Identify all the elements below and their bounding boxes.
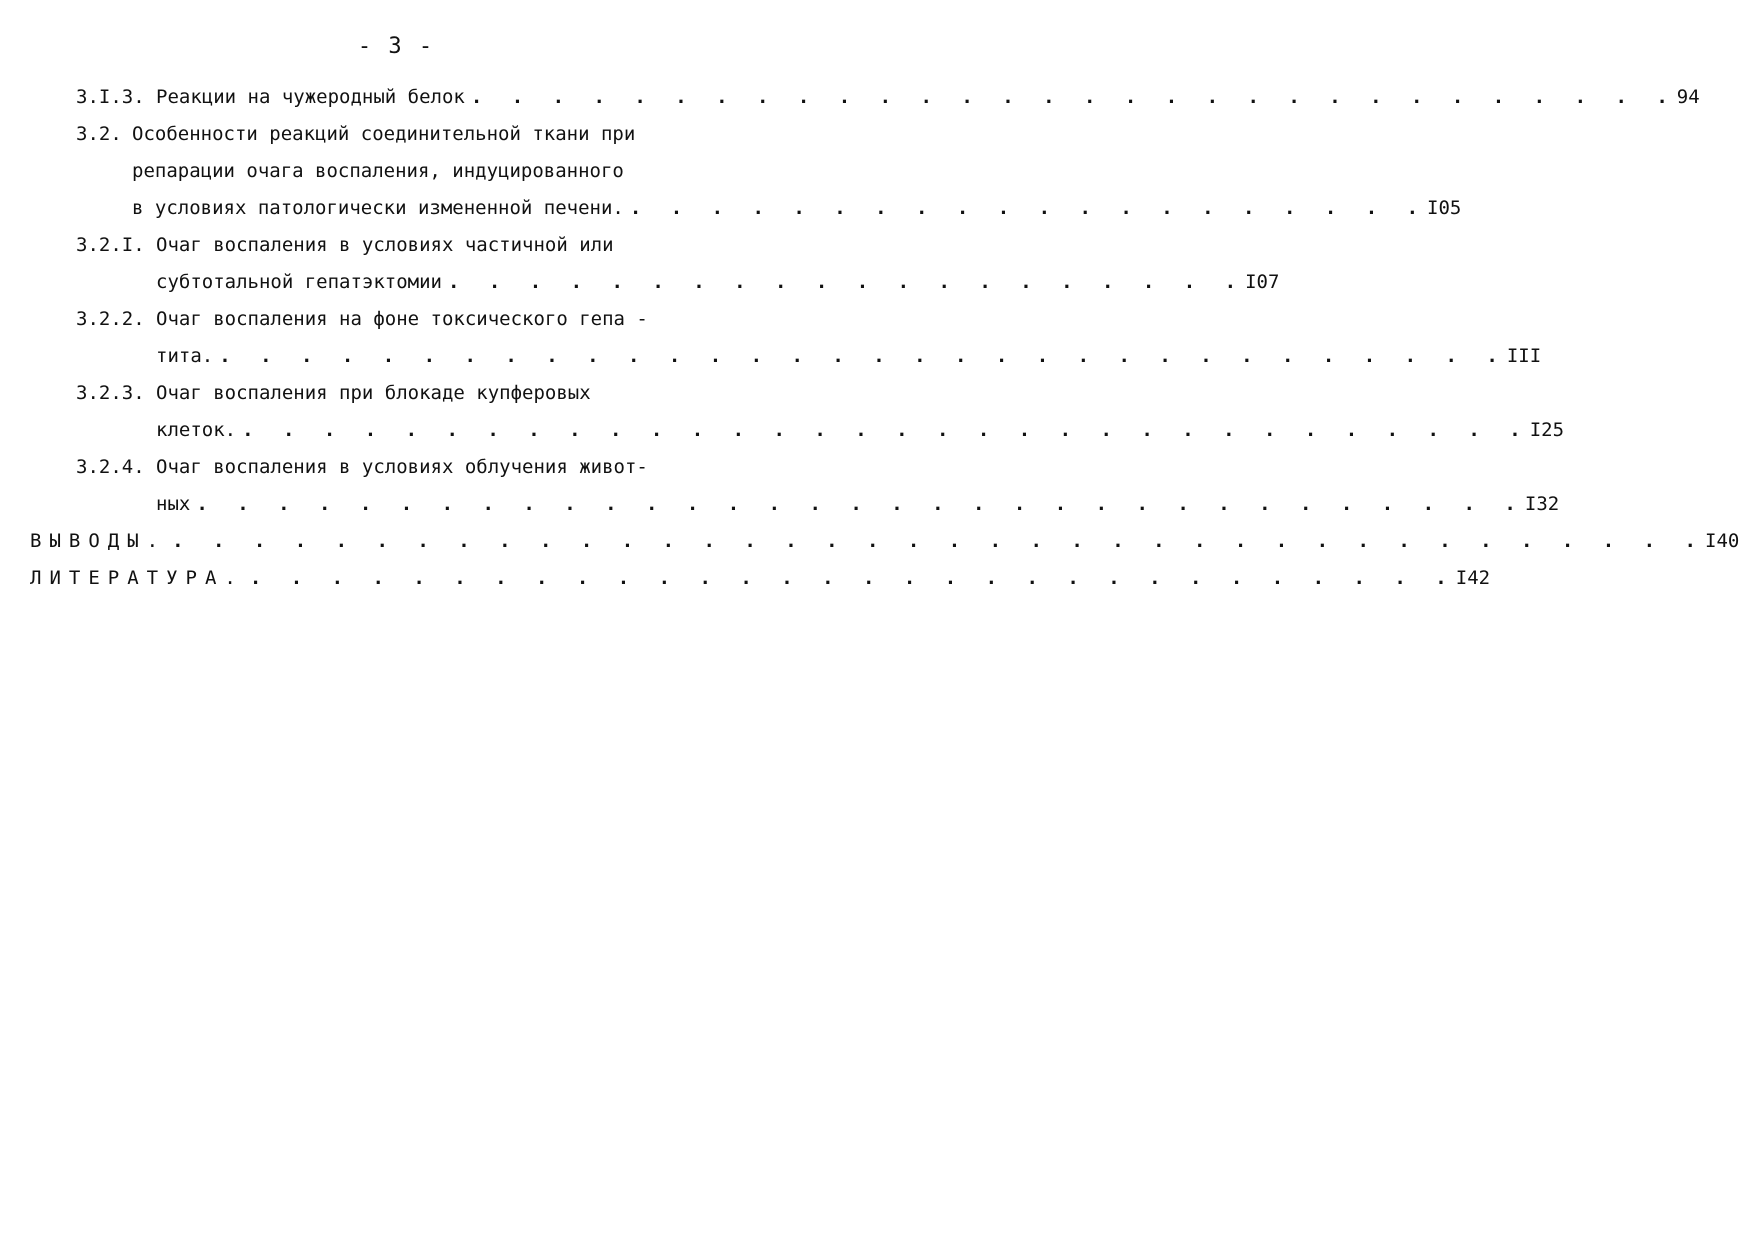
- toc-entry-3-2-2: [76, 304, 740, 334]
- toc-number: 3.2.: [76, 123, 122, 145]
- toc-entry-3-2-cont2: [132, 193, 1462, 223]
- toc-entry-3-1-3: [76, 82, 1700, 112]
- leader-dots: . . . . . . . . . . . . . . . . . . . . . . . . . . . . . .: [249, 567, 1456, 589]
- toc-title-cont: ных: [156, 493, 191, 515]
- toc-title: Особенности реакций соединительной ткани при: [132, 123, 636, 145]
- toc-entry-3-2-3: [76, 378, 740, 408]
- leader-dots: . . . . . . . . . . . . . . . . . . . . . . . . . . . . . . . . . . . . . .: [172, 530, 1706, 552]
- toc-number: 3.2.2.: [76, 308, 145, 330]
- toc-page: I40: [1705, 530, 1739, 552]
- toc-number: 3.2.3.: [76, 382, 145, 404]
- toc-number: 3.I.3.: [76, 86, 145, 108]
- leader-dots: . . . . . . . . . . . . . . . . . . . .: [447, 271, 1246, 293]
- toc-title: Реакции на чужеродный белок: [156, 86, 465, 108]
- toc-page: I07: [1245, 271, 1280, 293]
- toc-title: ВЫВОДЫ.: [30, 530, 167, 552]
- toc-entry-3-2-1-cont: [156, 267, 1280, 297]
- toc-title: Очаг воспаления при блокаде купферовых: [156, 382, 591, 404]
- leader-dots: . . . . . . . . . . . . . . . . . . . .: [629, 197, 1428, 219]
- page-number: - 3 -: [357, 34, 435, 59]
- toc-entry-3-2-2-cont: [156, 341, 1542, 371]
- toc-number: 3.2.I.: [76, 234, 145, 256]
- toc-title-cont: репарации очага воспаления, индуцированного: [132, 160, 624, 182]
- toc-title: Очаг воспаления в условиях частичной или: [156, 234, 614, 256]
- leader-dots: . . . . . . . . . . . . . . . . . . . . . . . . . . . . . . . .: [219, 345, 1507, 367]
- leader-dots: . . . . . . . . . . . . . . . . . . . . . . . . . . . . . . . .: [242, 419, 1530, 441]
- toc-entry-3-2-3-cont: [156, 415, 1565, 445]
- toc-entry-3-2-4: [76, 452, 740, 482]
- toc-number: 3.2.4.: [76, 456, 145, 478]
- toc-title: Очаг воспаления в условиях облучения живот-: [156, 456, 648, 478]
- toc-title-cont: в условиях патологически измененной печени.: [132, 197, 624, 219]
- toc-page: I32: [1524, 493, 1560, 515]
- toc-title: Очаг воспаления на фоне токсического гепа -: [156, 308, 648, 330]
- toc-page: I42: [1455, 567, 1491, 589]
- toc-entry-3-2-cont: [132, 156, 740, 186]
- toc-page: III: [1506, 345, 1542, 367]
- leader-dots: . . . . . . . . . . . . . . . . . . . . . . . . . . . . . . . . .: [196, 493, 1525, 515]
- toc-title-cont: клеток.: [156, 419, 237, 441]
- toc-entry-3-2-4-cont: [156, 489, 1560, 519]
- leader-dots: . . . . . . . . . . . . . . . . . . . . . . . . . . . . . .: [470, 86, 1677, 108]
- toc-title-cont: тита.: [156, 345, 214, 367]
- toc-title-cont: субтотальной гепатэктомии: [156, 271, 442, 293]
- toc-entry-conclusions: [30, 526, 1739, 556]
- toc-entry-literature: [30, 563, 1491, 593]
- toc-page: I25: [1529, 419, 1565, 441]
- toc-page: I05: [1427, 197, 1462, 219]
- toc-page: 94: [1676, 86, 1700, 108]
- toc-entry-3-2-1: [76, 230, 740, 260]
- toc-entry-3-2: [76, 119, 740, 149]
- toc-title: ЛИТЕРАТУРА.: [30, 567, 244, 589]
